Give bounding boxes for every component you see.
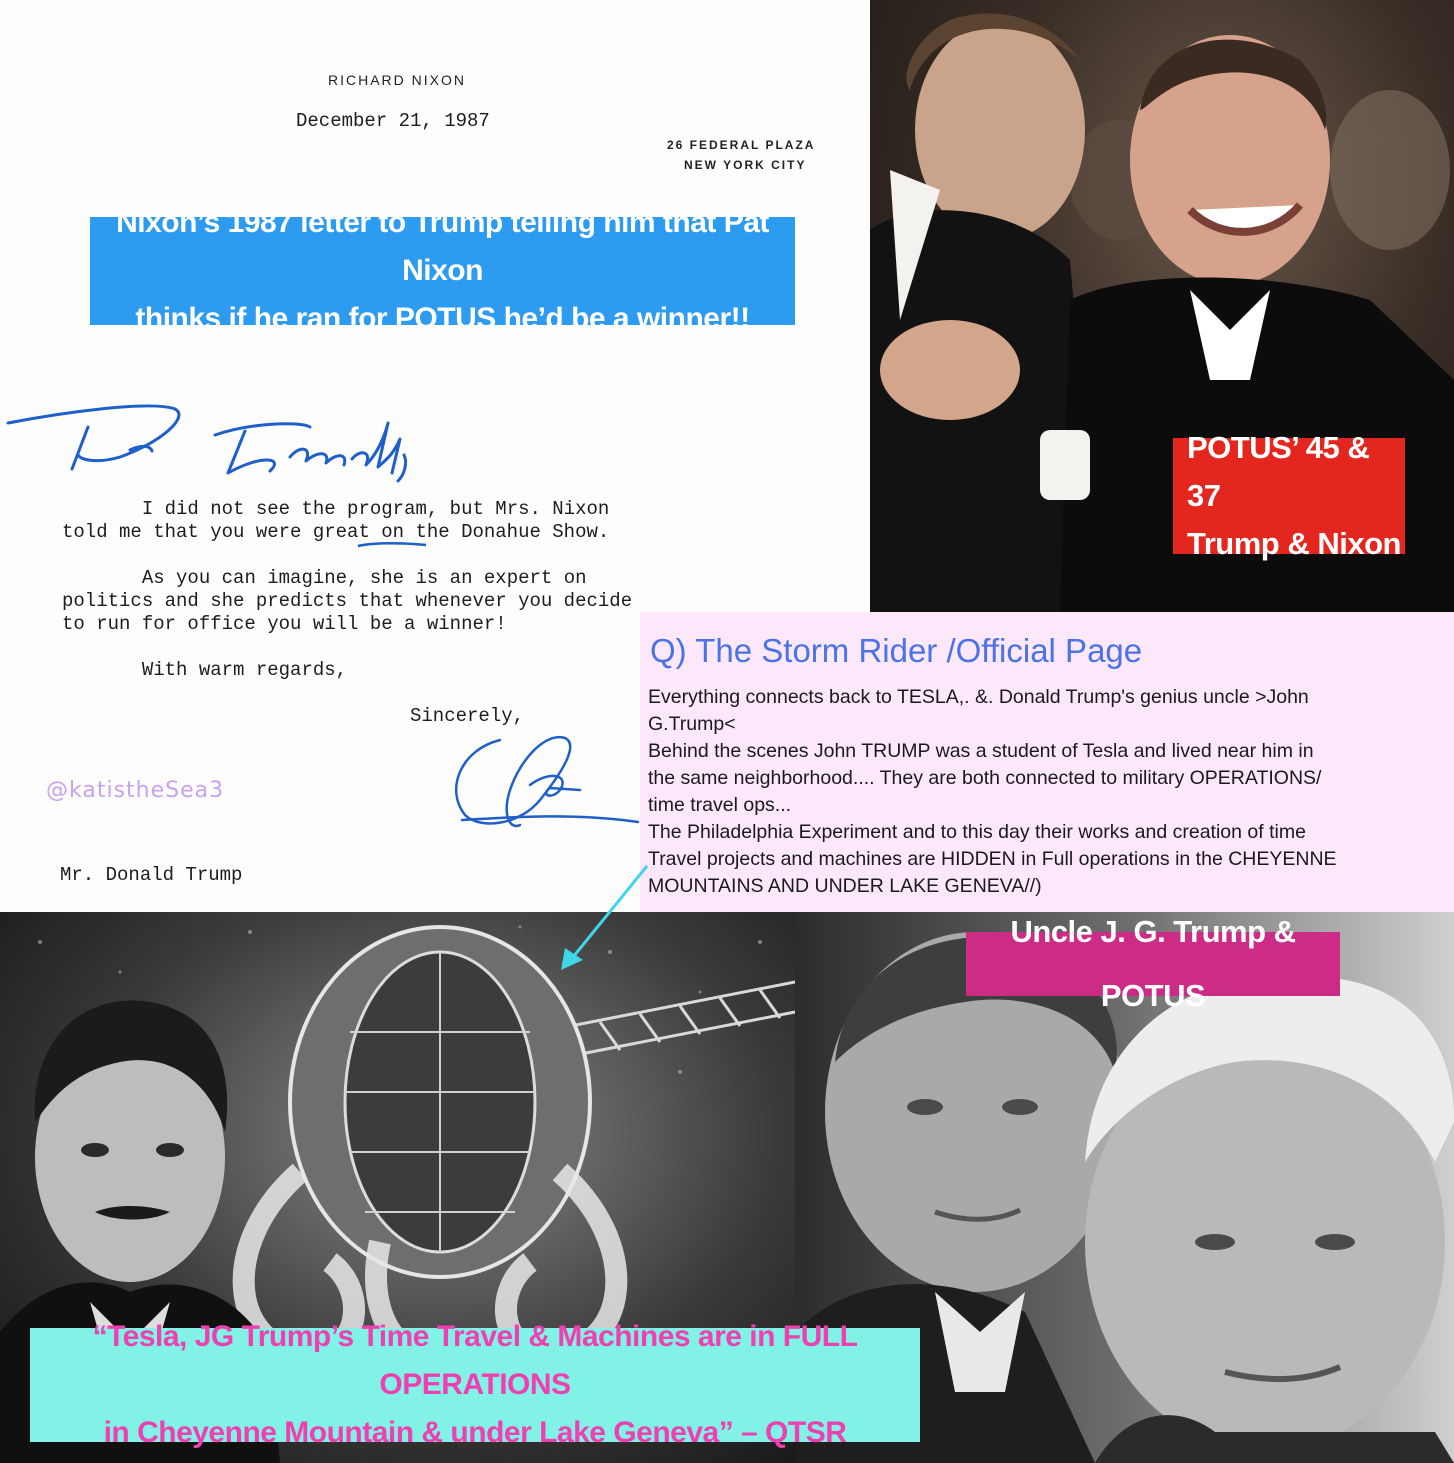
letter-body-line: As you can imagine, she is an expert on <box>141 567 587 589</box>
post-line: the same neighborhood.... They are both connected to military OPERATIONS/ <box>648 767 1322 789</box>
post-line: Travel projects and machines are HIDDEN in Full operations in the CHEYENNE <box>648 848 1337 870</box>
tesla-quote-banner <box>30 1320 920 1449</box>
letterhead-address-line1: 26 FEDERAL PLAZA <box>667 138 816 152</box>
uncle-potus-caption-banner <box>966 914 1340 1013</box>
letter-recipient: Mr. Donald Trump <box>60 864 243 886</box>
banner-line: Nixon’s 1987 letter to Trump telling him that Pat Nixon <box>116 206 769 287</box>
letter-caption-banner <box>90 206 795 335</box>
storm-rider-post <box>640 612 1454 912</box>
banner-line: Uncle J. G. Trump & POTUS <box>1010 914 1296 1013</box>
letter-date: December 21, 1987 <box>296 110 490 132</box>
handwritten-underline <box>356 540 428 550</box>
letterhead-name: RICHARD NIXON <box>328 72 467 88</box>
banner-line: POTUS’ 45 & 37 <box>1187 430 1370 513</box>
post-line: time travel ops... <box>648 794 792 816</box>
letter-body-line: With warm regards, <box>141 659 348 681</box>
letterhead-address-line2: NEW YORK CITY <box>684 158 807 172</box>
post-title: Q) The Storm Rider /Official Page <box>650 632 1143 669</box>
handwritten-salutation <box>0 395 440 485</box>
letter-body-line: politics and she predicts that whenever you decide <box>62 590 633 612</box>
post-line: MOUNTAINS AND UNDER LAKE GENEVA//) <box>648 875 1042 897</box>
banner-line: thinks if he ran for POTUS he’d be a winner!! <box>135 302 750 335</box>
letter-closing: Sincerely, <box>410 705 525 727</box>
watermark-handle: @katistheSea3 <box>46 778 225 803</box>
letter-body-line: to run for office you will be a winner! <box>62 613 507 635</box>
banner-line: Trump & Nixon <box>1187 526 1401 561</box>
post-line: G.Trump< <box>648 713 736 735</box>
post-line: Behind the scenes John TRUMP was a student of Tesla and lived near him in <box>648 740 1314 762</box>
post-body <box>648 684 1448 900</box>
pointer-arrow <box>555 860 655 975</box>
banner-line: “Tesla, JG Trump’s Time Travel & Machines are in FULL OPERATIONS <box>92 1320 858 1401</box>
letter-body-line: I did not see the program, but Mrs. Nixon <box>141 498 610 520</box>
post-line: Everything connects back to TESLA,. &. Donald Trump's genius uncle >John <box>648 686 1309 708</box>
nixon-signature <box>440 730 640 840</box>
banner-line: in Cheyenne Mountain & under Lake Geneva” – QTSR <box>103 1416 847 1449</box>
letter-body-line: told me that you were great on the Donahue Show. <box>62 521 610 543</box>
post-line: The Philadelphia Experiment and to this day their works and creation of time <box>648 821 1306 843</box>
trump-nixon-caption-banner <box>1173 430 1405 561</box>
